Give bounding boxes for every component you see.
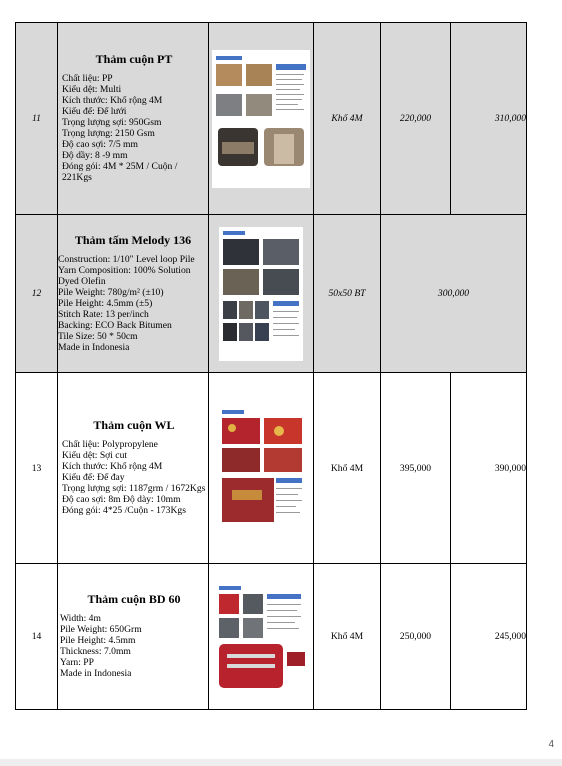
spec-line: Yarn Composition: 100% Solution Dyed Olefin bbox=[58, 264, 191, 287]
product-thumbnail bbox=[219, 227, 303, 361]
row-number: 13 bbox=[16, 373, 58, 564]
product-thumbnail bbox=[218, 406, 304, 530]
price-cell: 395,000 bbox=[381, 373, 451, 564]
spec-line: Độ cao sợi: 7/5 mm bbox=[62, 139, 138, 150]
size-cell: 50x50 BT bbox=[314, 215, 381, 373]
spec-line: Chất liệu: PP bbox=[62, 73, 113, 84]
size-cell: Khổ 4M bbox=[314, 373, 381, 564]
price-cell: 250,000 bbox=[381, 564, 451, 710]
product-description bbox=[58, 23, 209, 215]
product-image-cell bbox=[209, 215, 314, 373]
size-cell: Khổ 4M bbox=[314, 564, 381, 710]
spec-list bbox=[60, 73, 208, 183]
table-row bbox=[16, 23, 527, 215]
spec-line: Kiểu đế: Đế lưới bbox=[62, 106, 127, 117]
spec-line: Kiểu đế: Đế đay bbox=[62, 472, 125, 483]
table-row bbox=[16, 215, 527, 373]
spec-line: Construction: 1/10" Level loop Pile bbox=[58, 253, 195, 265]
spec-list bbox=[58, 254, 208, 353]
size-cell: Khổ 4M bbox=[314, 23, 381, 215]
table-row bbox=[16, 564, 527, 710]
product-image-cell bbox=[209, 564, 314, 710]
product-description bbox=[58, 215, 209, 373]
price-cell: 220,000 bbox=[381, 23, 451, 215]
spec-line: Made in Indonesia bbox=[58, 341, 130, 353]
spec-line: Độ dầy: 8 -9 mm bbox=[62, 150, 128, 161]
spec-line: Trọng lượng sợi: 1187grm / 1672Kgs bbox=[62, 483, 206, 494]
page-number: 4 bbox=[548, 739, 554, 750]
spec-line: Made in Indonesia bbox=[60, 668, 132, 679]
price-cell: 300,000 bbox=[381, 215, 527, 373]
spec-line: Pile Weight: 650Grm bbox=[60, 624, 142, 635]
spec-line: Pile Height: 4.5mm (±5) bbox=[58, 297, 153, 309]
spec-line: Đóng gói: 4M * 25M / Cuộn / 221Kgs bbox=[62, 161, 178, 183]
spec-line: Backing: ECO Back Bitumen bbox=[58, 319, 172, 331]
spec-line: Kích thước: Khổ rộng 4M bbox=[62, 461, 163, 472]
spec-line: Thickness: 7.0mm bbox=[60, 646, 131, 657]
spec-line: Đóng gói: 4*25 /Cuộn - 173Kgs bbox=[62, 505, 186, 516]
spec-line: Stitch Rate: 13 per/inch bbox=[58, 308, 149, 320]
spec-line: Pile Height: 4.5mm bbox=[60, 635, 136, 646]
product-title: Thảm tấm Melody 136 bbox=[74, 232, 192, 247]
price-cell: 390,000 bbox=[451, 373, 527, 564]
product-image-cell bbox=[209, 373, 314, 564]
spec-list bbox=[60, 439, 208, 516]
spec-line: Chất liệu: Polypropylene bbox=[62, 439, 158, 450]
spec-line: Kích thước: Khổ rộng 4M bbox=[62, 95, 163, 106]
spec-line: Kiểu dệt: Sợi cut bbox=[62, 450, 128, 461]
spec-line: Độ cao sợi: 8m Độ dày: 10mm bbox=[62, 494, 181, 505]
spec-list bbox=[60, 613, 208, 679]
product-table bbox=[15, 22, 527, 710]
product-description bbox=[58, 373, 209, 564]
price-cell: 310,000 bbox=[451, 23, 527, 215]
price-cell: 245,000 bbox=[451, 564, 527, 710]
row-number: 14 bbox=[16, 564, 58, 710]
spec-line: Width: 4m bbox=[60, 613, 101, 624]
spec-line: Trọng lượng: 2150 Gsm bbox=[62, 128, 155, 139]
spec-line: Pile Weight: 780g/m² (±10) bbox=[58, 286, 164, 298]
product-image-cell bbox=[209, 23, 314, 215]
product-title: Thảm cuộn WL bbox=[93, 418, 175, 432]
product-thumbnail bbox=[215, 582, 307, 692]
spec-line: Trọng lượng sợi: 950Gsm bbox=[62, 117, 162, 128]
table-row bbox=[16, 373, 527, 564]
spec-line: Tile Size: 50 * 50cm bbox=[58, 330, 138, 342]
page-bottom-strip bbox=[0, 759, 562, 766]
product-title: Thảm cuộn BD 60 bbox=[87, 592, 181, 606]
product-title: Thảm cuộn PT bbox=[95, 52, 173, 66]
spec-line: Yarn: PP bbox=[60, 657, 94, 668]
product-thumbnail bbox=[212, 50, 310, 188]
spec-line: Kiểu dệt: Multi bbox=[62, 84, 122, 95]
row-number: 12 bbox=[16, 215, 58, 373]
row-number: 11 bbox=[16, 23, 58, 215]
product-description bbox=[58, 564, 209, 710]
